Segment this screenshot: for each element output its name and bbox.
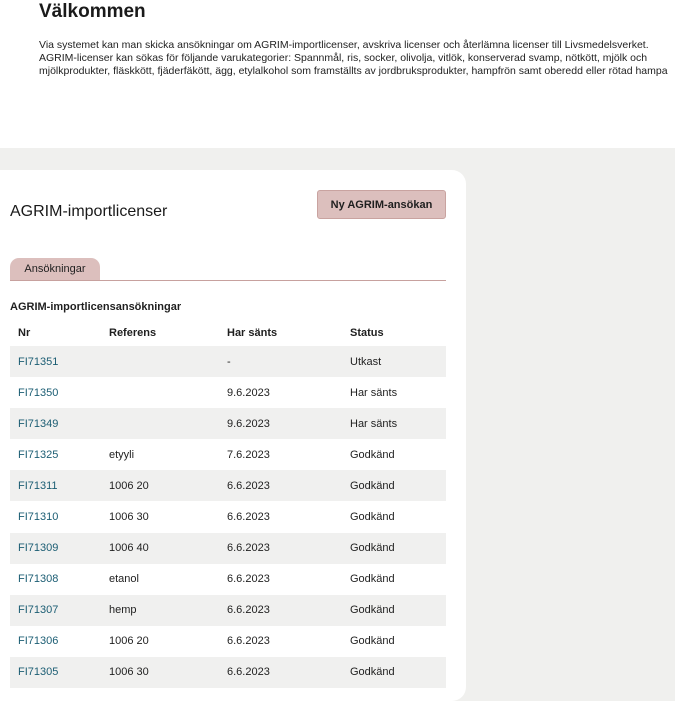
cell-sent bbox=[227, 470, 350, 501]
column-header-sent[interactable]: Har sänts bbox=[227, 326, 278, 339]
cell-reference-text: etyyli bbox=[109, 448, 135, 461]
cell-reference-text: hemp bbox=[109, 604, 137, 617]
cell-sent-text: - bbox=[227, 355, 231, 368]
cell-sent-text: 6.6.2023 bbox=[227, 635, 270, 648]
tab-applications[interactable]: Ansökningar bbox=[10, 258, 100, 280]
cell-nr bbox=[10, 346, 109, 377]
cell-reference bbox=[109, 533, 227, 564]
cell-sent bbox=[227, 564, 350, 595]
cell-nr bbox=[10, 439, 109, 470]
application-number-link[interactable]: FI71310 bbox=[18, 511, 59, 524]
cell-sent bbox=[227, 408, 350, 439]
table-row[interactable] bbox=[10, 595, 446, 626]
table-header-row bbox=[10, 319, 446, 346]
column-header-status[interactable]: Status bbox=[350, 326, 384, 339]
welcome-title: Välkommen bbox=[39, 1, 146, 22]
cell-sent bbox=[227, 377, 350, 408]
cell-status bbox=[350, 377, 446, 408]
cell-sent bbox=[227, 595, 350, 626]
welcome-line: mjölkprodukter, fläskkött, fjäderfäkött, ägg, etylalkohol som framställts av jordbruksprodukter, hampfrön samt oberedd eller rötad hampa bbox=[39, 65, 668, 77]
cell-sent-text: 9.6.2023 bbox=[227, 417, 270, 430]
cell-status bbox=[350, 657, 446, 688]
application-number-link[interactable]: FI71349 bbox=[18, 417, 59, 430]
cell-status-text: Har sänts bbox=[350, 417, 398, 430]
cell-reference bbox=[109, 657, 227, 688]
cell-sent-text: 6.6.2023 bbox=[227, 666, 270, 679]
cell-sent bbox=[227, 626, 350, 657]
welcome-line: AGRIM-licenser kan sökas för följande varukategorier: Spannmål, ris, socker, olivolja, vitlök, konserverad svamp, nötkött, mjölk och bbox=[39, 52, 648, 64]
table-row[interactable] bbox=[10, 439, 446, 470]
cell-nr bbox=[10, 595, 109, 626]
cell-sent-text: 9.6.2023 bbox=[227, 386, 270, 399]
cell-nr bbox=[10, 408, 109, 439]
cell-reference-text: etanol bbox=[109, 573, 139, 586]
new-agrim-application-button[interactable]: Ny AGRIM-ansökan bbox=[317, 190, 446, 219]
table-row[interactable] bbox=[10, 408, 446, 439]
cell-reference-text: 1006 30 bbox=[109, 511, 149, 524]
application-number-link[interactable]: FI71325 bbox=[18, 448, 59, 461]
application-number-link[interactable]: FI71308 bbox=[18, 573, 59, 586]
welcome-line: Via systemet kan man skicka ansökningar om AGRIM-importlicenser, avskriva licenser och återlämna licenser till Livsmedelsverket. bbox=[39, 39, 649, 51]
cell-status bbox=[350, 346, 446, 377]
cell-status bbox=[350, 564, 446, 595]
application-number-link[interactable]: FI71306 bbox=[18, 635, 59, 648]
cell-sent bbox=[227, 439, 350, 470]
table-row[interactable] bbox=[10, 533, 446, 564]
welcome-section bbox=[39, 0, 671, 78]
cell-status-text: Godkänd bbox=[350, 573, 395, 586]
cell-status-text: Utkast bbox=[350, 355, 382, 368]
application-number-link[interactable]: FI71350 bbox=[18, 386, 59, 399]
table-row[interactable] bbox=[10, 657, 446, 688]
cell-nr bbox=[10, 377, 109, 408]
cell-sent-text: 6.6.2023 bbox=[227, 604, 270, 617]
table-row[interactable] bbox=[10, 626, 446, 657]
cell-status bbox=[350, 470, 446, 501]
cell-sent-text: 6.6.2023 bbox=[227, 511, 270, 524]
cell-sent bbox=[227, 346, 350, 377]
cell-nr bbox=[10, 626, 109, 657]
application-number-link[interactable]: FI71305 bbox=[18, 666, 59, 679]
cell-status-text: Godkänd bbox=[350, 448, 395, 461]
cell-status-text: Godkänd bbox=[350, 542, 395, 555]
cell-status bbox=[350, 439, 446, 470]
cell-nr bbox=[10, 564, 109, 595]
cell-sent-text: 6.6.2023 bbox=[227, 573, 270, 586]
cell-nr bbox=[10, 470, 109, 501]
table-row[interactable] bbox=[10, 377, 446, 408]
cell-reference bbox=[109, 470, 227, 501]
cell-reference bbox=[109, 564, 227, 595]
cell-reference bbox=[109, 626, 227, 657]
cell-sent-text: 6.6.2023 bbox=[227, 479, 270, 492]
cell-status bbox=[350, 626, 446, 657]
section-title: AGRIM-importlicensansökningar bbox=[10, 301, 182, 313]
tab-divider bbox=[10, 280, 446, 281]
cell-reference bbox=[109, 439, 227, 470]
column-header-reference[interactable]: Referens bbox=[109, 326, 157, 339]
cell-status bbox=[350, 501, 446, 532]
cell-sent-text: 7.6.2023 bbox=[227, 448, 270, 461]
cell-reference-text: 1006 40 bbox=[109, 542, 149, 555]
cell-status-text: Godkänd bbox=[350, 479, 395, 492]
card-title: AGRIM-importlicenser bbox=[10, 203, 168, 220]
cell-status-text: Godkänd bbox=[350, 666, 395, 679]
cell-reference bbox=[109, 346, 227, 377]
cell-nr bbox=[10, 657, 109, 688]
applications-table bbox=[10, 319, 446, 688]
application-number-link[interactable]: FI71309 bbox=[18, 542, 59, 555]
cell-reference bbox=[109, 408, 227, 439]
table-row[interactable] bbox=[10, 564, 446, 595]
application-number-link[interactable]: FI71311 bbox=[18, 479, 58, 492]
cell-reference-text: 1006 20 bbox=[109, 479, 149, 492]
table-row[interactable] bbox=[10, 346, 446, 377]
application-number-link[interactable]: FI71351 bbox=[18, 355, 59, 368]
cell-sent-text: 6.6.2023 bbox=[227, 542, 270, 555]
cell-status-text: Godkänd bbox=[350, 511, 395, 524]
table-row[interactable] bbox=[10, 470, 446, 501]
cell-reference bbox=[109, 595, 227, 626]
cell-status-text: Godkänd bbox=[350, 604, 395, 617]
welcome-text bbox=[39, 39, 671, 78]
cell-status bbox=[350, 595, 446, 626]
cell-reference bbox=[109, 501, 227, 532]
cell-nr bbox=[10, 533, 109, 564]
cell-status-text: Har sänts bbox=[350, 386, 398, 399]
cell-reference-text: 1006 20 bbox=[109, 635, 149, 648]
cell-status-text: Godkänd bbox=[350, 635, 395, 648]
cell-reference bbox=[109, 377, 227, 408]
cell-status bbox=[350, 533, 446, 564]
cell-sent bbox=[227, 533, 350, 564]
cell-nr bbox=[10, 501, 109, 532]
application-number-link[interactable]: FI71307 bbox=[18, 604, 59, 617]
cell-sent bbox=[227, 657, 350, 688]
column-header-nr[interactable]: Nr bbox=[18, 326, 31, 339]
cell-reference-text: 1006 30 bbox=[109, 666, 149, 679]
cell-sent bbox=[227, 501, 350, 532]
table-row[interactable] bbox=[10, 501, 446, 532]
cell-status bbox=[350, 408, 446, 439]
